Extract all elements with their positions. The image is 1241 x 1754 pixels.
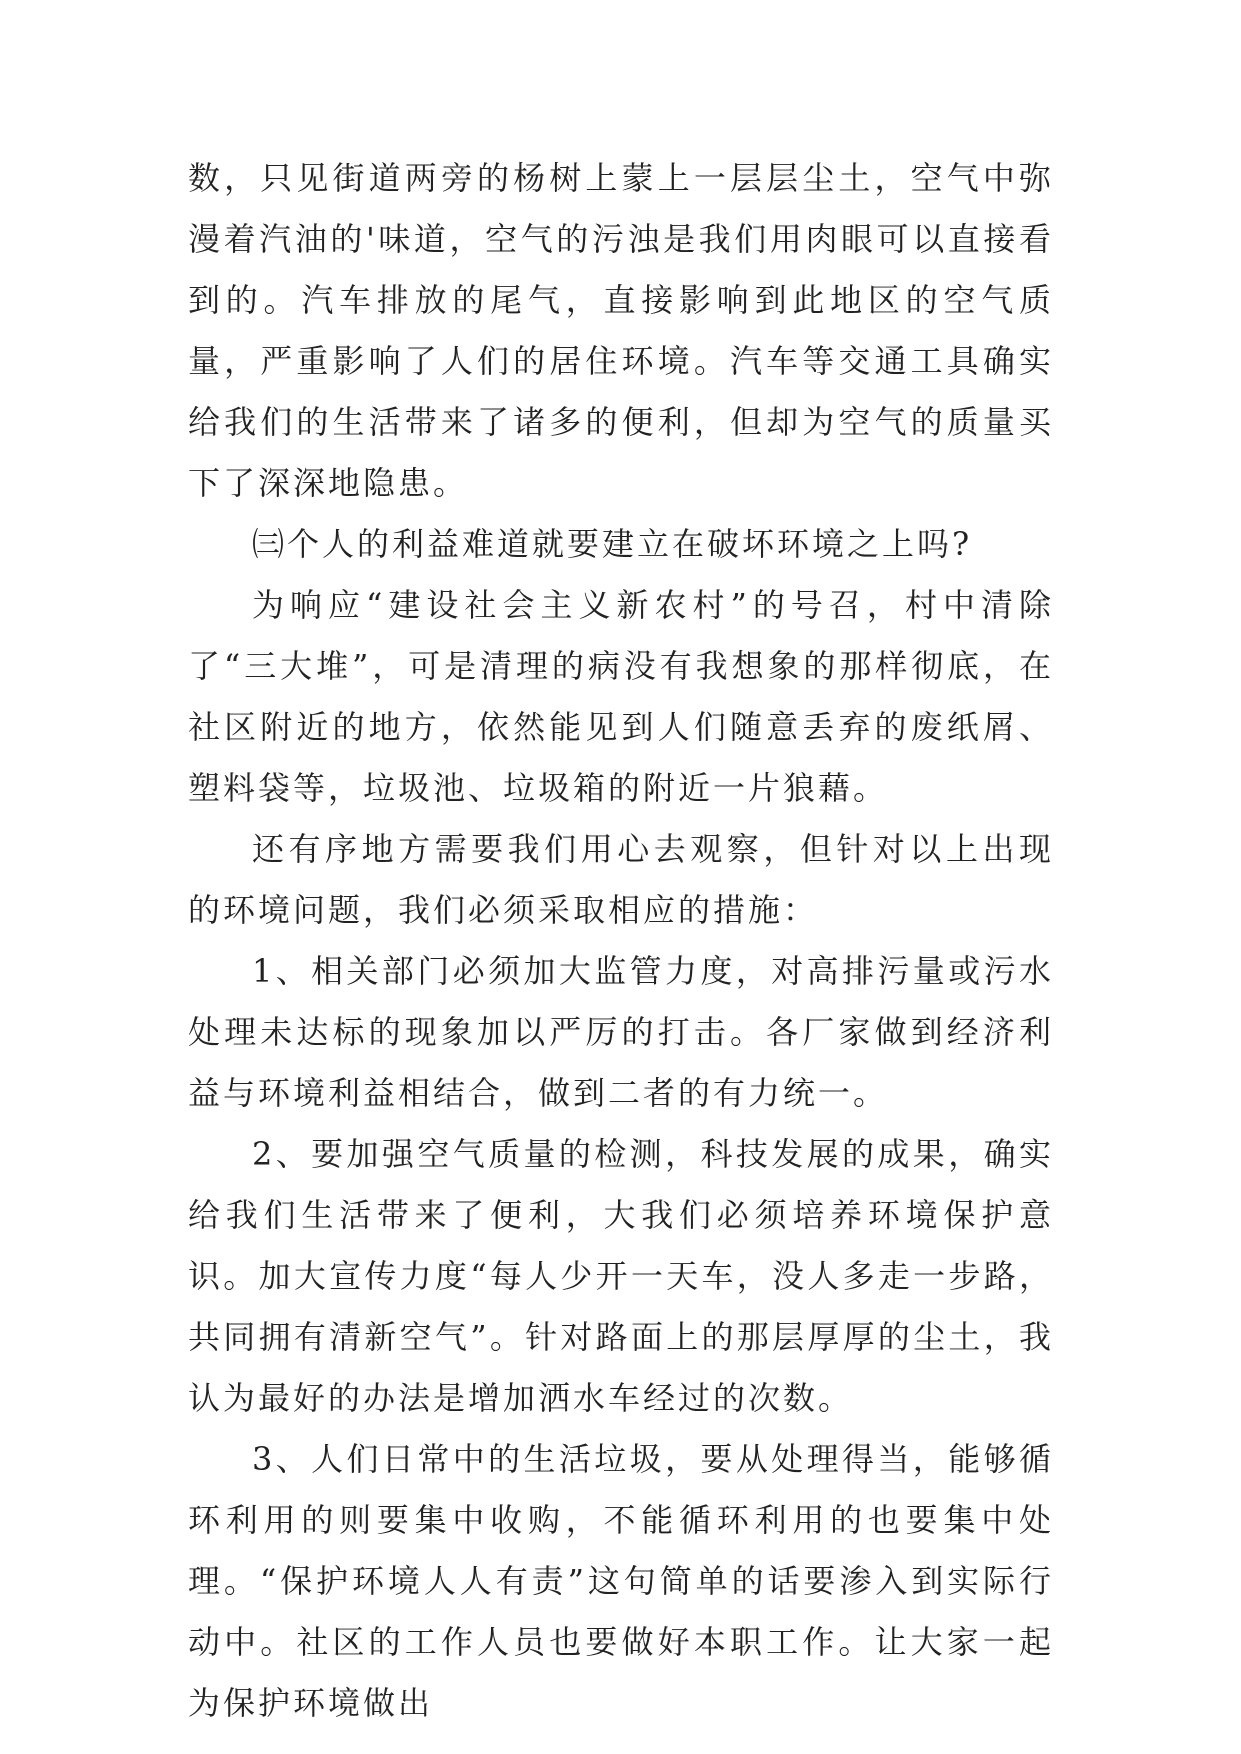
paragraph-measure-1: 1、相关部门必须加大监管力度，对高排污量或污水处理未达标的现象加以严厉的打击。各厂家做到经济利益与环境利益相结合，做到二者的有力统一。	[188, 952, 1054, 1112]
paragraph-measure-3: 3、人们日常中的生活垃圾，要从处理得当，能够循环利用的则要集中收购，不能循环利用的也要集中处理。“保护环境人人有责”这句简单的话要渗入到实际行动中。社区的工作人员也要做好本职工作。让大家一起为保护环境做出	[188, 1440, 1054, 1722]
section-heading-3: ㈢个人的利益难道就要建立在破坏环境之上吗?	[252, 525, 973, 563]
document-body	[188, 148, 1054, 1734]
paragraph-continued: 数，只见街道两旁的杨树上蒙上一层层尘土，空气中弥漫着汽油的'味道，空气的污浊是我们用肉眼可以直接看到的。汽车排放的尾气，直接影响到此地区的空气质量，严重影响了人们的居住环境。汽车等交通工具确实给我们的生活带来了诸多的便利，但却为空气的质量买下了深深地隐患。	[188, 159, 1054, 502]
paragraph-rural-cleanup: 为响应“建设社会主义新农村”的号召，村中清除了“三大堆”，可是清理的病没有我想象的那样彻底，在社区附近的地方，依然能见到人们随意丢弃的废纸屑、塑料袋等，垃圾池、垃圾箱的附近一片狼藉。	[188, 586, 1054, 807]
paragraph-measure-2: 2、要加强空气质量的检测，科技发展的成果，确实给我们生活带来了便利，大我们必须培养环境保护意识。加大宣传力度“每人少开一天车，没人多走一步路，共同拥有清新空气”。针对路面上的那层厚厚的尘土，我认为最好的办法是增加洒水车经过的次数。	[188, 1135, 1054, 1417]
paragraph-measures-intro: 还有序地方需要我们用心去观察，但针对以上出现的环境问题，我们必须采取相应的措施：	[188, 830, 1054, 929]
